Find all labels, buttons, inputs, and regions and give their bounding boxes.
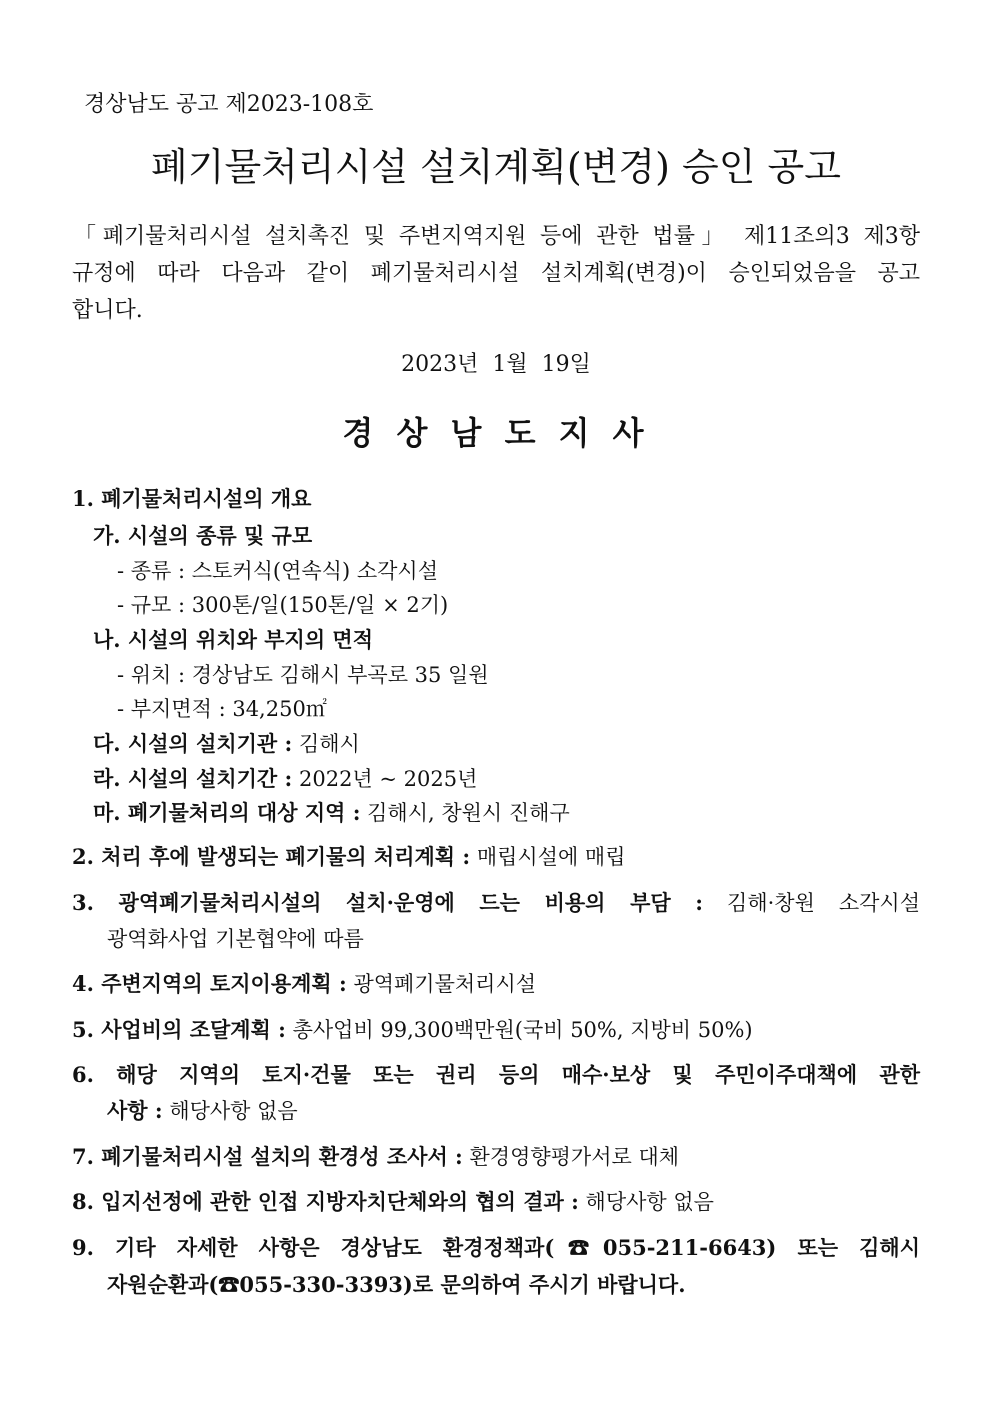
page-title: 폐기물처리시설 설치계획(변경) 승인 공고 — [151, 145, 841, 189]
section-5-label: 5. 사업비의 조달계획 : — [72, 1017, 286, 1042]
section-6-label: 사항 : — [107, 1098, 163, 1123]
section-4 — [72, 969, 536, 999]
section-1-na-heading: 나. 시설의 위치와 부지의 면적 — [93, 627, 373, 652]
section-1-da-label: 다. 시설의 설치기관 : — [93, 731, 293, 756]
section-2-value: 매립시설에 매립 — [476, 845, 626, 869]
section-7-value: 환경영향평가서로 대체 — [469, 1145, 680, 1169]
section-8 — [72, 1187, 714, 1217]
section-3 — [72, 888, 920, 918]
intro-line-3: 합니다. — [72, 298, 143, 323]
section-2-label: 2. 처리 후에 발생되는 폐기물의 처리계획 : — [72, 844, 471, 869]
section-1-ga-type: - 종류 : 스토커식(연속식) 소각시설 — [117, 559, 438, 583]
section-8-label: 8. 입지선정에 관한 인접 지방자치단체와의 협의 결과 : — [72, 1189, 579, 1214]
section-8-value: 해당사항 없음 — [585, 1190, 714, 1214]
section-1-da — [93, 729, 360, 759]
section-6-line-1: 6. 해당 지역의 토지·건물 또는 권리 등의 매수·보상 및 주민이주대책에 관한 — [72, 1062, 920, 1087]
issuer: 경 상 남 도 지 사 — [342, 414, 650, 452]
section-6-line-2 — [107, 1096, 298, 1126]
section-4-label: 4. 주변지역의 토지이용계획 : — [72, 971, 347, 996]
section-1-na-area: - 부지면적 : 34,250㎡ — [117, 697, 327, 721]
notice-date: 2023년 1월 19일 — [401, 352, 591, 377]
section-1-da-value: 김해시 — [298, 732, 360, 756]
section-5-value: 총사업비 99,300백만원(국비 50%, 지방비 50%) — [292, 1018, 753, 1042]
section-1-heading: 1. 폐기물처리시설의 개요 — [72, 486, 312, 511]
section-7-label: 7. 폐기물처리시설 설치의 환경성 조사서 : — [72, 1144, 463, 1169]
section-1-ra-label: 라. 시설의 설치기간 : — [93, 766, 293, 791]
section-1-ra — [93, 764, 477, 794]
intro-line-2: 규정에 따라 다음과 같이 폐기물처리시설 설치계획(변경)이 승인되었음을 공고 — [72, 261, 920, 286]
section-2 — [72, 842, 626, 872]
section-1-ga-heading: 가. 시설의 종류 및 규모 — [93, 523, 313, 548]
section-6-value: 해당사항 없음 — [169, 1099, 298, 1123]
section-1-ra-value: 2022년 ~ 2025년 — [298, 767, 478, 791]
section-7 — [72, 1142, 679, 1172]
section-9-line-1: 9. 기타 자세한 사항은 경상남도 환경정책과(☎055-211-6643) 또는 김해시 — [72, 1235, 920, 1260]
section-9-line-2: 자원순환과(☎055-330-3393)로 문의하여 주시기 바랍니다. — [107, 1272, 686, 1297]
notice-number: 경상남도 공고 제2023-108호 — [84, 92, 374, 117]
section-4-value: 광역폐기물처리시설 — [353, 972, 537, 996]
section-1-ma-label: 마. 폐기물처리의 대상 지역 : — [93, 800, 361, 825]
intro-line-1: 「폐기물처리시설 설치촉진 및 주변지역지원 등에 관한 법률」 제11조의3 제3항 — [74, 224, 920, 249]
section-3-value-line2: 광역화사업 기본협약에 따름 — [107, 927, 364, 951]
section-5 — [72, 1015, 753, 1045]
section-1-na-location: - 위치 : 경상남도 김해시 부곡로 35 일원 — [117, 663, 489, 687]
section-1-ma — [93, 798, 570, 828]
section-3-value: 김해·창원 소각시설 — [727, 891, 920, 915]
section-3-label: 3. 광역폐기물처리시설의 설치·운영에 드는 비용의 부담 : — [72, 890, 704, 915]
section-1-ga-scale: - 규모 : 300톤/일(150톤/일 × 2기) — [117, 593, 449, 617]
section-1-ma-value: 김해시, 창원시 진해구 — [367, 801, 570, 825]
